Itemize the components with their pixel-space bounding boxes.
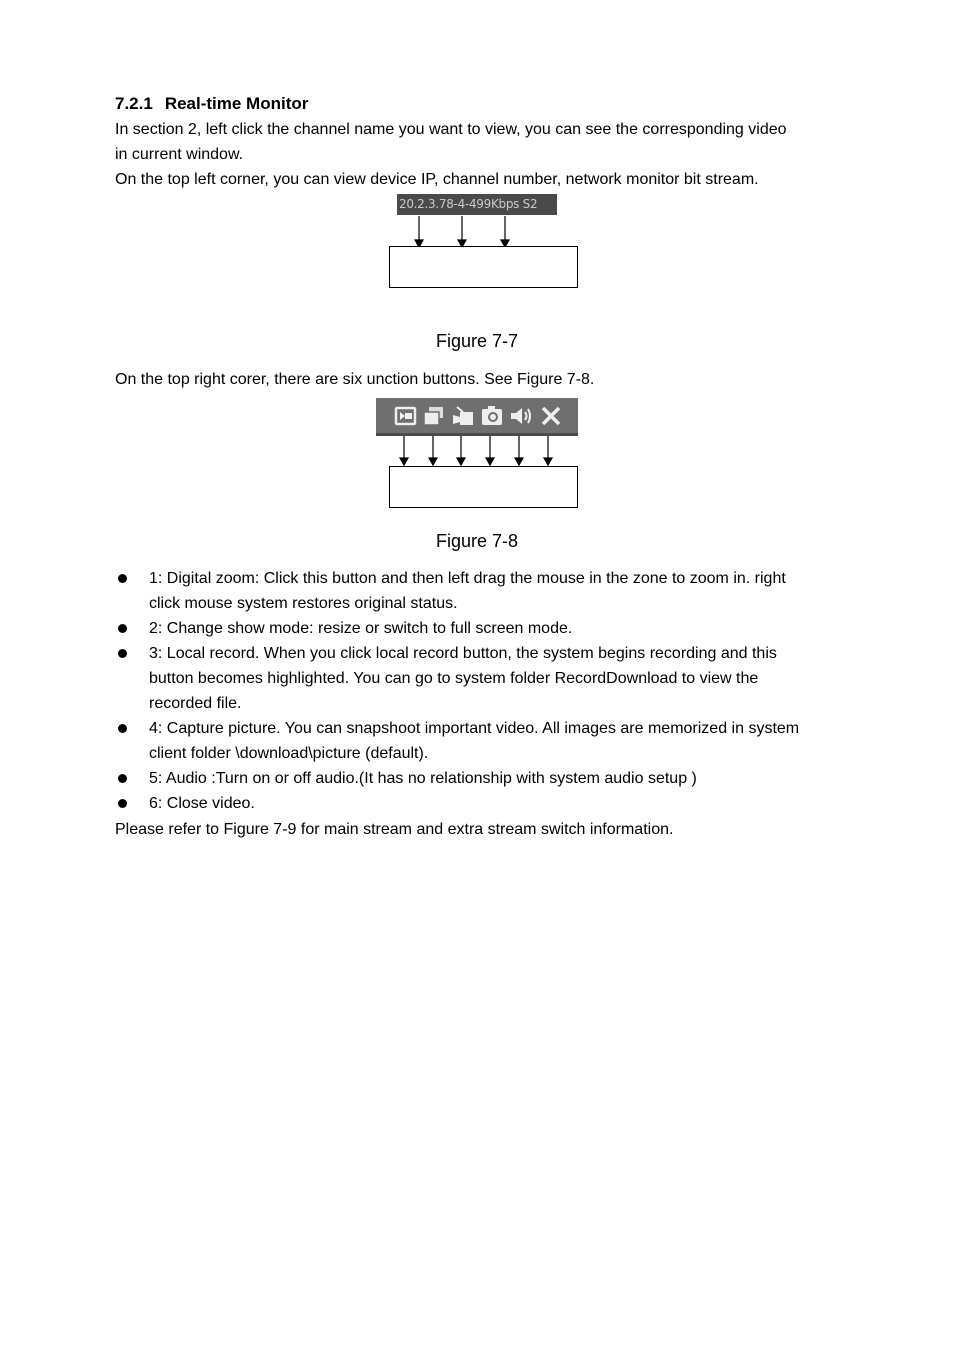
channel-status-bar: 20.2.3.78-4-499Kbps S2 (397, 194, 557, 215)
list-item: 5: Audio :Turn on or off audio.(It has no relationship with system audio setup ) (115, 766, 855, 791)
bullet-dot (118, 799, 127, 808)
intro-line-2: in current window. (115, 146, 244, 163)
outro-paragraph: Please refer to Figure 7-9 for main stream and extra stream switch information. (115, 821, 674, 838)
intro-line-1: In section 2, left click the channel name you want to view, you can see the corresponding video (115, 121, 787, 138)
capture-picture-icon[interactable] (480, 404, 504, 428)
figure-7-7-arrows (380, 214, 580, 250)
bullet-dot (118, 574, 127, 583)
figure-7-8-caption: Figure 7-8 (435, 531, 519, 551)
show-mode-icon[interactable] (422, 404, 446, 428)
section-number: 7.2.1 (115, 94, 153, 113)
digital-zoom-icon[interactable] (394, 404, 418, 428)
local-record-icon[interactable] (451, 404, 475, 428)
section-title: Real-time Monitor (164, 94, 309, 113)
figure-7-7-callout-box (389, 246, 578, 288)
audio-icon[interactable] (509, 404, 533, 428)
list-item: 3: Local record. When you click local record button, the system begins recording and this button becomes highlighted. You can go to system folder RecordDownload to view the recorded file. (115, 641, 855, 716)
figure-7-8-intro: On the top right corer, there are six unction buttons. See Figure 7-8. (115, 371, 595, 388)
list-item: 2: Change show mode: resize or switch to full screen mode. (115, 616, 855, 641)
close-video-icon[interactable] (539, 404, 563, 428)
bullet-dot (118, 724, 127, 733)
figure-7-7-caption: Figure 7-7 (435, 331, 519, 351)
figure-7-8-callout-box (389, 466, 578, 508)
section-heading (115, 94, 308, 114)
function-toolbar (376, 398, 578, 436)
list-item: 4: Capture picture. You can snapshoot important video. All images are memorized in system client folder \download\picture (default). (115, 716, 855, 766)
bullet-dot (118, 649, 127, 658)
intro-line-3: On the top left corner, you can view device IP, channel number, network monitor bit stream. (115, 171, 759, 188)
bullet-dot (118, 624, 127, 633)
figure-7-8-arrows (380, 434, 580, 470)
function-button-list (115, 566, 855, 816)
list-item: 1: Digital zoom: Click this button and then left drag the mouse in the zone to zoom in. right click mouse system restores original status. (115, 566, 855, 616)
list-item: 6: Close video. (115, 791, 855, 816)
bullet-dot (118, 774, 127, 783)
